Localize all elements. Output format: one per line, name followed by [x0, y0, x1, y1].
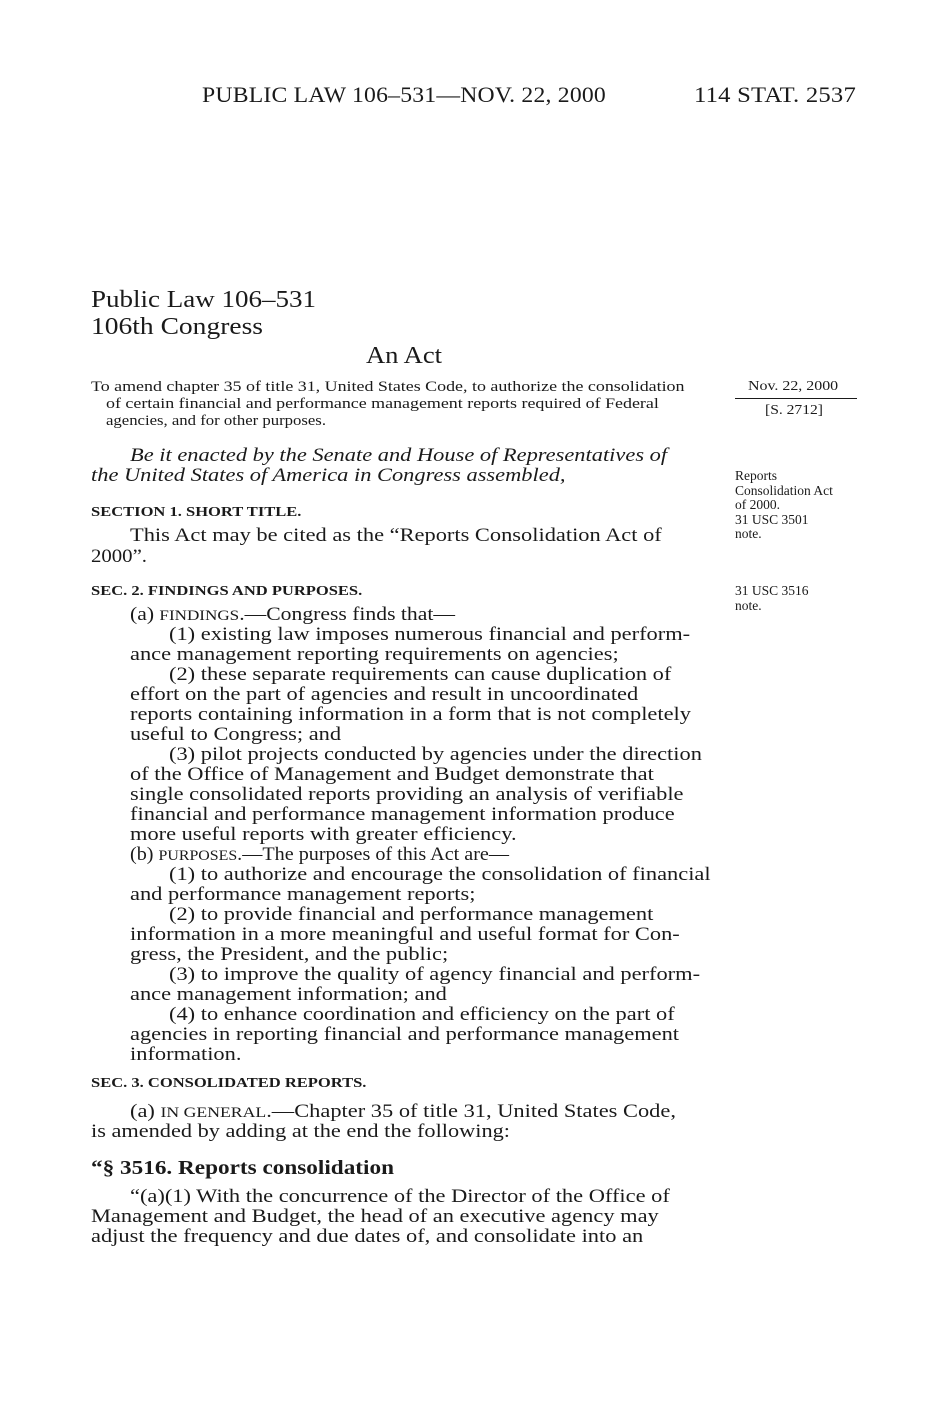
an-act-heading-text: An Act	[366, 343, 442, 369]
margin-note-line: Consolidation Act	[735, 482, 833, 498]
margin-note-line: note.	[735, 526, 762, 541]
congress-title-text: 106th Congress	[91, 314, 263, 340]
purposes-line-2-text: and performance management reports;	[130, 884, 476, 905]
purposes-intro-run	[130, 844, 509, 866]
general-label: IN GENERAL	[160, 1105, 267, 1121]
purposes-line-9-text: agencies in reporting financial and performance management	[130, 1024, 680, 1045]
purpose-line-3-text: agencies, and for other purposes.	[106, 412, 326, 429]
margin-note-line: note.	[735, 597, 762, 613]
purposes-rest: .—The purposes of this Act are—	[237, 844, 510, 865]
codified-line-3-text: adjust the frequency and due dates of, and consolidate into an	[91, 1226, 644, 1247]
section-3-heading-text: SEC. 3. CONSOLIDATED REPORTS.	[91, 1076, 367, 1091]
purposes-line-1-text: (1) to authorize and encourage the consolidation of financial	[169, 864, 711, 885]
section-3-general-run	[130, 1101, 676, 1123]
section-2-heading-text: SEC. 2. FINDINGS AND PURPOSES.	[91, 584, 363, 599]
margin-note-sec2	[735, 584, 809, 613]
findings-line-7-text: (3) pilot projects conducted by agencies under the direction	[169, 744, 702, 765]
purposes-line-5-text: gress, the President, and the public;	[130, 944, 449, 965]
section-1-line-1-text: This Act may be cited as the “Reports Consolidation Act of	[130, 525, 662, 546]
enacting-clause-line-1-text: Be it enacted by the Senate and House of Representatives of	[130, 445, 668, 466]
codified-line-2-text: Management and Budget, the head of an executive agency may	[91, 1206, 659, 1227]
findings-label: FINDINGS	[159, 608, 240, 624]
findings-prefix: (a)	[130, 604, 160, 625]
general-prefix: (a)	[130, 1101, 161, 1122]
purposes-line-4-text: information in a more meaningful and useful format for Con-	[130, 924, 680, 945]
purposes-prefix: (b)	[130, 844, 159, 865]
findings-line-9-text: single consolidated reports providing an analysis of verifiable	[130, 784, 684, 805]
findings-line-5-text: reports containing information in a form that is not completely	[130, 704, 691, 725]
findings-line-10-text: financial and performance management information produce	[130, 804, 675, 825]
findings-rest: .—Congress finds that—	[239, 604, 455, 625]
purposes-line-8-text: (4) to enhance coordination and efficiency on the part of	[169, 1004, 675, 1025]
purposes-line-3-text: (2) to provide financial and performance management	[169, 904, 654, 925]
findings-line-3-text: (2) these separate requirements can cause duplication of	[169, 664, 672, 685]
running-header-page-text: 114 STAT. 2537	[694, 82, 856, 107]
margin-note-line: of 2000.	[735, 497, 780, 512]
general-rest: .—Chapter 35 of title 31, United States Code,	[266, 1101, 676, 1122]
purposes-label: PURPOSES	[158, 848, 238, 864]
findings-line-11-text: more useful reports with greater efficiency.	[130, 824, 517, 845]
purpose-line-1-text: To amend chapter 35 of title 31, United States Code, to authorize the consolidation	[91, 378, 685, 395]
margin-note-line: 31 USC 3501	[735, 511, 809, 527]
purposes-line-10-text: information.	[130, 1044, 242, 1065]
margin-bill-text: [S. 2712]	[765, 402, 823, 417]
section-3-general-line-2-text: is amended by adding at the end the following:	[91, 1121, 510, 1142]
codified-section-heading-text: “§ 3516. Reports consolidation	[91, 1157, 394, 1179]
public-law-title-text: Public Law 106–531	[91, 287, 316, 313]
findings-line-6-text: useful to Congress; and	[130, 724, 342, 745]
margin-note-line: Reports	[735, 468, 777, 483]
margin-date-text: Nov. 22, 2000	[748, 378, 839, 393]
codified-line-1-text: “(a)(1) With the concurrence of the Director of the Office of	[130, 1186, 670, 1207]
margin-note-line: 31 USC 3516	[735, 583, 809, 598]
purposes-line-7-text: ance management information; and	[130, 984, 447, 1005]
section-1-heading-text: SECTION 1. SHORT TITLE.	[91, 505, 302, 520]
findings-line-4-text: effort on the part of agencies and result in uncoordinated	[130, 684, 639, 705]
findings-line-8-text: of the Office of Management and Budget demonstrate that	[130, 764, 654, 785]
margin-note-short-title	[735, 469, 833, 542]
findings-intro-run	[130, 604, 455, 626]
section-1-line-2-text: 2000”.	[91, 546, 147, 567]
enacting-clause-line-2-text: the United States of America in Congress assembled,	[91, 465, 566, 486]
findings-line-2-text: ance management reporting requirements on agencies;	[130, 644, 619, 665]
findings-line-1-text: (1) existing law imposes numerous financial and perform-	[169, 624, 691, 645]
purpose-line-2-text: of certain financial and performance management reports required of Federal	[106, 395, 659, 412]
purposes-line-6-text: (3) to improve the quality of agency financial and perform-	[169, 964, 701, 985]
running-header-citation-text: PUBLIC LAW 106–531—NOV. 22, 2000	[202, 82, 606, 107]
margin-divider	[735, 398, 857, 399]
